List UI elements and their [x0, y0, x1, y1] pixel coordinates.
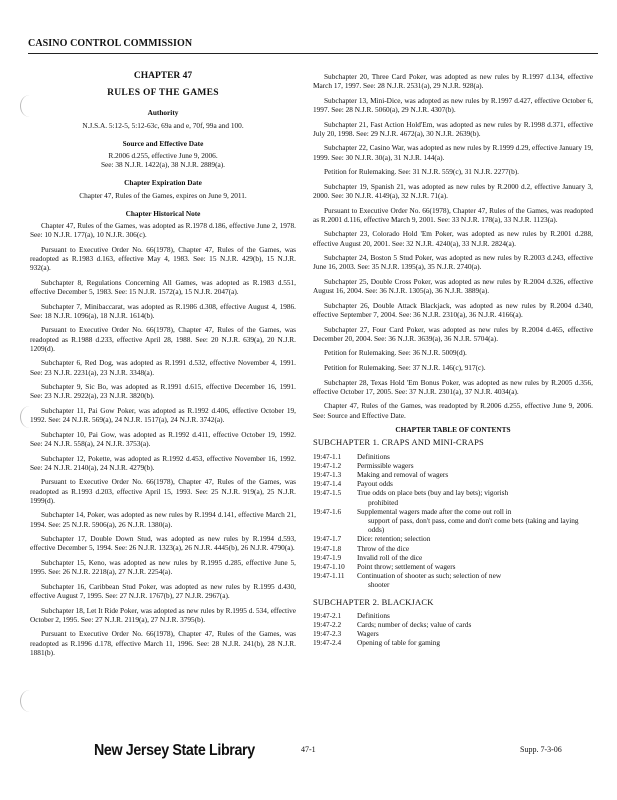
historical-note-heading: Chapter Historical Note — [125, 208, 201, 218]
header-rule — [28, 53, 598, 54]
history-paragraph: Petition for Rulemaking. See: 37 N.J.R. 146(c), 917(c). — [324, 362, 486, 372]
authority-heading: Authority — [147, 108, 179, 118]
toc-entry: 19:47-2.4 Opening of table for gaming — [313, 638, 441, 648]
page-number: 47-1 — [301, 745, 316, 754]
history-paragraph: Subchapter 19, Spanish 21, was adopted as new rules by R.2000 d.2, effective January 3, 2000. See: 30 N.J.R. 4149(a), 32 N.J.R. 71(a). — [313, 181, 593, 200]
history-paragraph: Pursuant to Executive Order No. 66(1978), Chapter 47, Rules of the Games, was readopted as R.1996 d.178, effective March 11, 1996. See: 28 N.J.R. 241(b), 28 N.J.R. 1881(b). — [30, 629, 296, 657]
history-paragraph: Subchapter 20, Three Card Poker, was adopted as new rules by R.1997 d.134, effective March 17, 1997. See: 28 N.J.R. 2531(a), 29 N.J.R. 928(a). — [313, 72, 593, 91]
history-paragraph: Subchapter 7, Minibaccarat, was adopted as R.1986 d.308, effective August 4, 1986. See: 18 N.J.R. 1096(a), 18 N.J.R. 1614(b). — [30, 301, 296, 320]
source-text: R.2006 d.255, effective June 9, 2006. — [108, 151, 218, 161]
history-paragraph: Subchapter 28, Texas Hold 'Em Bonus Poker, was adopted as new rules by R.2005 d.356, effective October 17, 2005. See: 37 N.J.R. 2301(a), 37 N.J.R. 4034(a). — [313, 377, 593, 396]
toc-entry: 19:47-1.9 Invalid roll of the dice — [313, 552, 423, 562]
expiration-text: Chapter 47, Rules of the Games, expires on June 9, 2011. — [79, 190, 247, 200]
running-header: CASINO CONTROL COMMISSION — [28, 38, 193, 49]
toc-list-1 — [313, 452, 593, 590]
history-paragraph: Subchapter 13, Mini-Dice, was adopted as new rules by R.1997 d.427, effective October 6, 1997. See: 28 N.J.R. 5060(a), 29 N.J.R. 4307(b). — [313, 95, 593, 114]
authority-text: N.J.S.A. 5:12-5, 5:12-63c, 69a and e, 70f, 99a and 100. — [82, 120, 244, 130]
history-paragraph: Subchapter 27, Four Card Poker, was adopted as new rules by R.2004 d.465, effective December 20, 2004. See: 36 N.J.R. 3639(a), 36 N.J.R. 5704(a). — [313, 324, 593, 343]
toc-entry: 19:47-1.8 Throw of the dice — [313, 543, 410, 553]
toc-entry: 19:47-2.1 Definitions — [313, 610, 390, 620]
history-paragraph: Subchapter 24, Boston 5 Stud Poker, was adopted as new rules by R.2003 d.243, effective June 16, 2003. See: 35 N.J.R. 1395(a), 35 N.J.R. 2740(a). — [313, 253, 593, 272]
history-paragraph: Subchapter 8, Regulations Concerning All Games, was adopted as R.1983 d.551, effective December 5, 1983. See: 15 N.J.R. 1572(a), 15 N.J.R. 2047(a). — [30, 277, 296, 297]
history-paragraph: Subchapter 15, Keno, was adopted as new rules by R.1995 d.285, effective June 5, 1995. See: 26 N.J.R. 2218(a), 27 N.J.R. 2254(a). — [30, 558, 296, 577]
history-paragraph: Subchapter 26, Double Attack Blackjack, was adopted as new rules by R.2004 d.340, effective September 7, 2004. See: 36 N.J.R. 2310(a), 36 N.J.R. 4166(a). — [313, 300, 593, 319]
history-paragraph: Subchapter 21, Fast Action Hold'Em, was adopted as new rules by R.1998 d.371, effective July 20, 1998. See: 29 N.J.R. 4672(a), 30 N.J.R. 2639(b). — [313, 119, 593, 138]
history-paragraph: Subchapter 18, Let It Ride Poker, was adopted as new rules by R.1995 d. 534, effective October 2, 1995. See: 27 N.J.R. 2119(a), 27 N.J.R. 3795(b). — [30, 605, 296, 624]
history-paragraph: Subchapter 9, Sic Bo, was adopted as R.1991 d.615, effective December 16, 1991. See: 23 N.J.R. 2922(a), 23 N.J.R. 3820(b). — [30, 382, 296, 401]
history-paragraph: Pursuant to Executive Order No. 66(1978), Chapter 47, Rules of the Games, was readopted as R.2001 d.116, effective March 9, 2001. See: 33 N.J.R. 178(a), 33 N.J.R. 1123(a). — [313, 205, 593, 224]
punch-hole — [20, 690, 39, 712]
history-paragraph: Pursuant to Executive Order No. 66(1978), Chapter 47, Rules of the Games, was readopted as R.1993 d.203, effective April 15, 1993. See: 25 N.J.R. 919(a), 25 N.J.R. 1999(d). — [30, 477, 296, 505]
expiration-heading: Chapter Expiration Date — [124, 178, 202, 188]
history-paragraph: Chapter 47, Rules of the Games, was readopted by R.2006 d.255, effective June 9, 2006. See: Source and Effective Date. — [313, 401, 593, 420]
history-paragraph: Petition for Rulemaking. See: 36 N.J.R. 5009(d). — [324, 348, 467, 358]
toc-entry: 19:47-1.6 Supplemental wagers made after the come out roll in support of pass, don't pass, come and don't come bets (taking and laying odds) — [313, 506, 579, 535]
supplement-date: Supp. 7-3-06 — [520, 745, 562, 754]
toc-entry: 19:47-2.3 Wagers — [313, 629, 379, 639]
toc-entry: 19:47-1.11 Continuation of shooter as such; selection of new shooter — [313, 571, 502, 590]
history-paragraph: Petition for Rulemaking. See: 31 N.J.R. 559(c), 31 N.J.R. 2277(b). — [324, 167, 519, 177]
history-paragraph: Subchapter 12, Pokette, was adopted as R.1992 d.453, effective November 16, 1992. See: 24 N.J.R. 2140(a), 24 N.J.R. 4279(b). — [30, 453, 296, 472]
history-paragraph: Subchapter 14, Poker, was adopted as new rules by R.1994 d.141, effective March 21, 1994. See: 25 N.J.R. 5906(a), 26 N.J.R. 1380(a). — [30, 510, 296, 529]
right-column — [313, 72, 593, 648]
toc-entry: 19:47-2.2 Cards; number of decks; value of cards — [313, 620, 472, 629]
source-text: See: 38 N.J.R. 1422(a), 38 N.J.R. 2889(a). — [100, 160, 226, 170]
subchapter-2-title: SUBCHAPTER 2. BLACKJACK — [313, 596, 434, 607]
history-paragraph: Subchapter 10, Pai Gow, was adopted as R.1992 d.411, effective October 19, 1992. See: 24 N.J.R. 558(a), 24 N.J.R. 3753(a). — [30, 429, 296, 449]
history-paragraph: Subchapter 16, Caribbean Stud Poker, was adopted as new rules by R.1995 d.430, effective August 7, 1995. See: 27 N.J.R. 1767(b), 27 N.J.R. 2967(a). — [30, 581, 296, 600]
library-stamp: New Jersey State Library — [94, 742, 255, 759]
chapter-number: CHAPTER 47 — [133, 71, 193, 81]
chapter-title: RULES OF THE GAMES — [107, 88, 219, 99]
toc-entry: 19:47-1.2 Permissible wagers — [313, 460, 414, 470]
subchapter-1-title: SUBCHAPTER 1. CRAPS AND MINI-CRAPS — [313, 437, 484, 448]
history-paragraph: Pursuant to Executive Order No. 66(1978), Chapter 47, Rules of the Games, was readopted as R.1983 d.163, effective May 4, 1983. See: 15 N.J.R. 429(b), 15 N.J.R. 932(a). — [30, 244, 296, 273]
toc-entry: 19:47-1.3 Making and removal of wagers — [313, 469, 449, 479]
toc-entry: 19:47-1.1 Definitions — [313, 451, 390, 461]
toc-entry: 19:47-1.5 True odds on place bets (buy and lay bets); vigorish prohibited — [313, 488, 509, 507]
history-paragraph: Subchapter 17, Double Down Stud, was adopted as new rules by R.1994 d.593, effective December 5, 1994. See: 26 N.J.R. 1323(a), 26 N.J.R. 4445(b), 26 N.J.R. 4790(a). — [30, 534, 296, 553]
history-paragraph: Chapter 47, Rules of the Games, was adopted as R.1978 d.186, effective June 2, 1978. See: 10 N.J.R. 177(a), 10 N.J.R. 306(c). — [30, 221, 296, 240]
history-paragraph: Subchapter 22, Casino War, was adopted as new rules by R.1999 d.29, effective January 19, 1999. See: 30 N.J.R. 30(a), 31 N.J.R. 144(a). — [313, 143, 593, 162]
toc-entry: 19:47-1.7 Dice: retention; selection — [313, 534, 431, 544]
toc-list-2 — [313, 611, 593, 648]
toc-entry: 19:47-1.10 Point throw; settlement of wagers — [313, 561, 456, 571]
toc-heading: CHAPTER TABLE OF CONTENTS — [395, 425, 511, 435]
history-paragraph: Subchapter 11, Pai Gow Poker, was adopted as R.1992 d.406, effective October 19, 1992. See: 24 N.J.R. 569(a), 24 N.J.R. 1517(a), 24 N.J.R. 3742(a). — [30, 406, 296, 425]
history-paragraph: Subchapter 23, Colorado Hold 'Em Poker, was adopted as new rules by R.2001 d.288, effective August 20, 2001. See: 32 N.J.R. 4240(a), 33 N.J.R. 2824(a). — [313, 229, 593, 248]
left-column — [30, 64, 296, 662]
source-heading: Source and Effective Date — [122, 138, 204, 148]
toc-entry: 19:47-1.4 Payout odds — [313, 479, 393, 489]
history-paragraph: Pursuant to Executive Order No. 66(1978), Chapter 47, Rules of the Games, was readopted as R.1988 d.233, effective April 28, 1988. See: 20 N.J.R. 639(a), 20 N.J.R. 1209(d). — [30, 325, 296, 353]
history-paragraph: Subchapter 6, Red Dog, was adopted as R.1991 d.532, effective November 4, 1991. See: 23 N.J.R. 2231(a), 23 N.J.R. 3348(a). — [30, 358, 296, 377]
history-paragraph: Subchapter 25, Double Cross Poker, was adopted as new rules by R.2004 d.326, effective August 16, 2004. See: 36 N.J.R. 1305(a), 36 N.J.R. 3889(a). — [313, 276, 593, 296]
